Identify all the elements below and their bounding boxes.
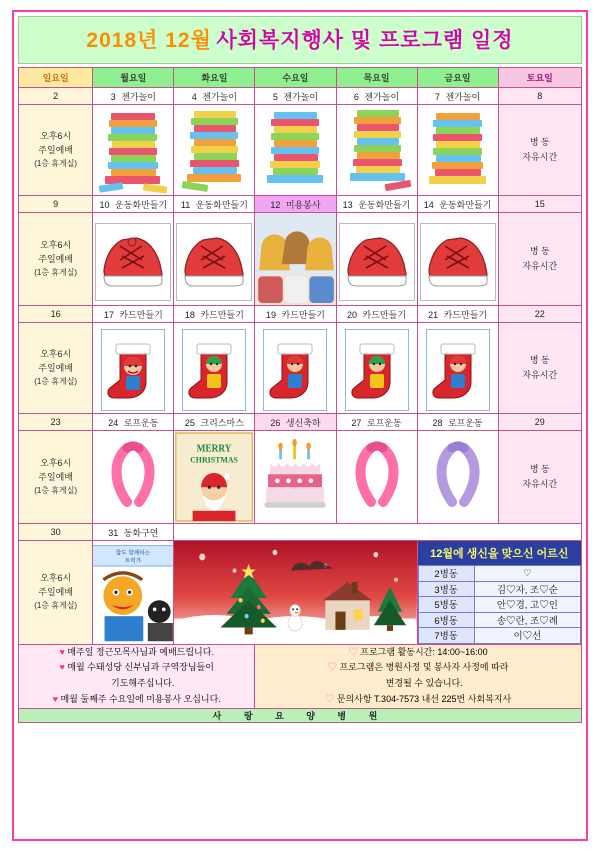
daynum-5-event: 젠가놀이 [283, 91, 319, 102]
saturday-free-cell-3 [498, 323, 581, 414]
daynum-26-event: 생신축하 [285, 417, 321, 428]
sunday-worship-cell-5 [19, 541, 93, 645]
daynum-23: 23 [19, 414, 93, 431]
santa-stocking-svg-5 [427, 330, 489, 410]
santa-stocking-svg-2 [183, 330, 245, 410]
birthday-ward-2: 5병동 [418, 597, 474, 613]
note-left-text-2: 매월 수돼성당 신부님과 구역장님들이 [67, 662, 214, 673]
rope-exercise-image-3 [417, 431, 498, 524]
sneaker-image-1 [93, 213, 174, 306]
daynum-3 [93, 88, 174, 105]
page-title [18, 16, 582, 64]
worship-line2: 주일예배 [38, 144, 74, 155]
daynum-15: 15 [498, 196, 581, 213]
daynum-7-number: 7 [434, 91, 440, 102]
daynum-8: 8 [498, 88, 581, 105]
jenga-illustration [93, 105, 173, 195]
daynum-29: 29 [498, 414, 581, 431]
sneaker-image-3 [336, 213, 417, 306]
hairdresser-illustration [255, 213, 335, 305]
daynum-19-event: 카드만들기 [281, 309, 325, 320]
birthday-ward-4: 7병동 [418, 628, 474, 644]
notes-right [255, 644, 582, 708]
daynum-16: 16 [19, 306, 93, 323]
daynum-18-event: 카드만들기 [200, 309, 244, 320]
daynum-30: 30 [19, 524, 93, 541]
note-right-3: 변경될 수 있습니다. [385, 678, 463, 689]
sneaker-svg-4 [421, 224, 495, 300]
daynum-25-event: 크리스마스 [200, 417, 244, 428]
rope-svg-1 [93, 431, 173, 523]
daynum-13-number: 13 [342, 199, 353, 210]
sat3-line2: 자유시간 [522, 370, 558, 381]
daynum-11-event: 운동화만들기 [195, 199, 248, 210]
birthday-row [418, 628, 580, 644]
note-left-text-1: 매주일 정근모목사님과 예배드립니다. [67, 646, 214, 657]
birthday-title: 12월에 생신을 맞으신 어르신 [418, 541, 581, 565]
week1-daynum-row [19, 88, 582, 105]
worship4-line2: 주일예배 [38, 471, 74, 482]
birthday-names-4: 이♡선 [474, 628, 580, 644]
weekday-wed: 수요일 [255, 68, 336, 88]
weekday-thu: 목요일 [336, 68, 417, 88]
daynum-27-number: 27 [351, 417, 362, 428]
daynum-10 [93, 196, 174, 213]
worship2-line1: 오후6시 [40, 239, 72, 250]
svg-text:MERRY: MERRY [197, 443, 232, 455]
sneaker-svg-2 [177, 224, 251, 300]
heart-outline-icon: ♡ [327, 662, 337, 673]
card-image-2 [174, 323, 255, 414]
santa-stocking-svg-4 [346, 330, 408, 410]
sneaker-svg-3 [340, 224, 414, 300]
daynum-19-number: 19 [265, 309, 276, 320]
daynum-26-number: 26 [270, 417, 281, 428]
sneaker-image-2 [174, 213, 255, 306]
weekday-fri: 금요일 [417, 68, 498, 88]
worship5-line2: 주일예배 [38, 587, 74, 598]
week4-content-row [19, 431, 582, 524]
daynum-31 [93, 524, 174, 541]
daynum-7 [417, 88, 498, 105]
santa-stocking-svg-3 [264, 330, 326, 410]
worship3-line1: 오후6시 [40, 348, 72, 359]
note-left-text-4: 매월 둘째주 수요일에 미용봉사 오십니다. [60, 693, 221, 704]
worship5-line3: (1층 휴게실) [34, 601, 78, 611]
birthday-row [418, 581, 580, 597]
note-left-1 [19, 645, 254, 661]
sneaker-svg [96, 224, 170, 300]
daynum-28-number: 28 [432, 417, 443, 428]
daynum-12 [255, 196, 336, 213]
week2-content-row [19, 213, 582, 306]
sat4-line1: 병 동 [529, 463, 550, 474]
calendar-table [18, 67, 582, 723]
birthday-row [418, 566, 580, 582]
santa-stocking-svg-1 [102, 330, 164, 410]
daynum-17 [93, 306, 174, 323]
rope-exercise-image-1 [93, 431, 174, 524]
daynum-12-event: 미용봉사 [285, 199, 321, 210]
daynum-14-number: 14 [423, 199, 434, 210]
birthday-table [418, 565, 581, 644]
storytelling-illustration [93, 541, 173, 644]
week5-daynum-row [19, 524, 582, 541]
daynum-14 [417, 196, 498, 213]
santa-card-svg [174, 431, 254, 523]
card-image-1 [93, 323, 174, 414]
daynum-21-event: 카드만들기 [443, 309, 488, 320]
daynum-26 [255, 414, 336, 431]
jenga-image-1 [93, 105, 174, 196]
card-image-3 [255, 323, 336, 414]
card-illustration-4 [345, 329, 409, 411]
heart-outline-icon: ♡ [325, 693, 335, 704]
daynum-24-number: 24 [108, 417, 119, 428]
worship-line1: 오후6시 [40, 130, 72, 141]
weekday-mon: 월요일 [93, 68, 174, 88]
daynum-12-number: 12 [270, 199, 281, 210]
saturday-free-cell-1 [498, 105, 581, 196]
jenga-illustration-3 [255, 105, 335, 195]
heart-icon: ♥ [59, 646, 65, 657]
jenga-image-3 [255, 105, 336, 196]
birthday-row [418, 597, 580, 613]
worship2-line3: (1층 휴게실) [34, 267, 78, 277]
birthday-names-0: ♡ [474, 566, 580, 582]
daynum-18-number: 18 [184, 309, 195, 320]
sneaker-image-4 [417, 213, 498, 306]
sat4-line2: 자유시간 [522, 479, 558, 490]
daynum-20-event: 카드만들기 [362, 309, 407, 320]
jenga-illustration-5 [418, 105, 498, 195]
daynum-25 [174, 414, 255, 431]
rope-svg-2 [337, 431, 417, 523]
sat2-line2: 자유시간 [522, 261, 558, 272]
sunday-worship-cell-3 [19, 323, 93, 414]
daynum-11 [174, 196, 255, 213]
saturday-free-cell-2 [498, 213, 581, 306]
daynum-6 [336, 88, 417, 105]
daynum-28-event: 로프운동 [447, 417, 483, 428]
storytelling-image [93, 541, 174, 645]
worship3-line3: (1층 휴게실) [34, 376, 78, 386]
daynum-2: 2 [19, 88, 93, 105]
card-illustration-5 [426, 329, 490, 411]
rope-exercise-image-2 [336, 431, 417, 524]
daynum-24-event: 로프운동 [123, 417, 159, 428]
birthday-ward-0: 2병동 [418, 566, 474, 582]
daynum-17-number: 17 [103, 309, 114, 320]
daynum-20 [336, 306, 417, 323]
daynum-6-number: 6 [353, 91, 359, 102]
weekday-header-row [19, 68, 582, 88]
sneaker-illustration-3 [339, 223, 415, 301]
daynum-22: 22 [498, 306, 581, 323]
sat-line1: 병 동 [529, 136, 550, 147]
title-month: 2018년 12월 [86, 29, 212, 52]
note-left-2 [19, 660, 254, 676]
sunday-worship-cell-2 [19, 213, 93, 306]
birthday-ward-3: 6병동 [418, 612, 474, 628]
empty-daynum-cells [174, 524, 582, 541]
daynum-24 [93, 414, 174, 431]
daynum-6-event: 젠가놀이 [364, 91, 400, 102]
note-right-text-4: 문의사항 T.304-7573 내선 225번 사회복지사 [336, 693, 512, 704]
daynum-4-event: 젠가놀이 [202, 91, 238, 102]
note-right-text-2: 프로그램은 병원사정 및 봉사자 사정에 따라 [339, 662, 509, 673]
note-left-3: 기도해주십니다. [111, 678, 175, 689]
worship3-line2: 주일예배 [38, 362, 74, 373]
christmas-scene-image [174, 541, 417, 645]
daynum-13 [336, 196, 417, 213]
weekday-sun: 일요일 [19, 68, 93, 88]
svg-text:CHRISTMAS: CHRISTMAS [190, 455, 239, 465]
week3-content-row [19, 323, 582, 414]
sat3-line1: 병 동 [529, 354, 550, 365]
daynum-11-number: 11 [180, 199, 191, 210]
worship4-line1: 오후6시 [40, 457, 72, 468]
heart-outline-icon: ♡ [348, 646, 358, 657]
rope-illustration-1 [93, 431, 173, 523]
birthday-ward-1: 3병동 [418, 581, 474, 597]
sunday-worship-cell-4 [19, 431, 93, 524]
heart-icon: ♥ [59, 662, 65, 673]
daynum-31-number: 31 [108, 527, 119, 538]
jenga-illustration-2 [174, 105, 254, 195]
daynum-7-event: 젠가놀이 [445, 91, 481, 102]
note-right-text-1: 프로그램 활동시간: 14:00~16:00 [360, 646, 488, 657]
card-illustration-1 [101, 329, 165, 411]
hospital-name: 사 랑 요 양 병 원 [19, 708, 582, 722]
daynum-10-number: 10 [99, 199, 110, 210]
birthday-wrap [418, 541, 581, 644]
christmas-illustration [174, 431, 254, 523]
daynum-25-number: 25 [184, 417, 195, 428]
sneaker-illustration-2 [176, 223, 252, 301]
week3-daynum-row [19, 306, 582, 323]
notes-row [19, 644, 582, 708]
daynum-3-event: 젠가놀이 [121, 91, 156, 102]
sat2-line1: 병 동 [529, 245, 550, 256]
week5-content-row [19, 541, 582, 645]
daynum-20-number: 20 [347, 309, 358, 320]
jenga-illustration-4 [337, 105, 417, 195]
card-illustration-3 [263, 329, 327, 411]
svg-text:할도 함께하는: 할도 함께하는 [116, 550, 151, 557]
daynum-9: 9 [19, 196, 93, 213]
cake-svg [255, 431, 335, 523]
daynum-18 [174, 306, 255, 323]
weekday-tue: 화요일 [174, 68, 255, 88]
daynum-27 [336, 414, 417, 431]
daynum-31-event: 동화구연 [123, 527, 159, 538]
birthday-names-3: 송♡란, 조♡례 [474, 612, 580, 628]
rope-illustration-3 [418, 431, 498, 523]
rope-illustration-2 [337, 431, 417, 523]
hairdresser-svg [255, 213, 335, 305]
daynum-4 [174, 88, 255, 105]
jenga-image-2 [174, 105, 255, 196]
scene-svg [174, 541, 416, 644]
card-image-4 [336, 323, 417, 414]
worship4-line3: (1층 휴게실) [34, 485, 78, 495]
saturday-free-cell-4 [498, 431, 581, 524]
daynum-14-event: 운동화만들기 [439, 199, 492, 210]
daynum-13-event: 운동화만들기 [358, 199, 411, 210]
daynum-28 [417, 414, 498, 431]
page-frame [12, 10, 588, 841]
week4-daynum-row [19, 414, 582, 431]
svg-text:트럭가: 트럭가 [125, 558, 142, 565]
week1-content-row [19, 105, 582, 196]
worship-line3: (1층 휴게실) [34, 158, 78, 168]
daynum-4-number: 4 [191, 91, 197, 102]
daynum-5-number: 5 [272, 91, 278, 102]
daynum-21-number: 21 [428, 309, 439, 320]
sneaker-illustration-1 [95, 223, 171, 301]
sunday-worship-cell-1 [19, 105, 93, 196]
daynum-27-event: 로프운동 [366, 417, 402, 428]
cake-illustration [255, 431, 335, 523]
jenga-image-4 [336, 105, 417, 196]
note-right-1 [255, 645, 581, 661]
notes-left [19, 644, 255, 708]
hair-volunteer-image [255, 213, 336, 306]
card-image-5 [417, 323, 498, 414]
christmas-card-image [174, 431, 255, 524]
daynum-19 [255, 306, 336, 323]
sneaker-illustration-4 [420, 223, 496, 301]
note-left-4 [19, 692, 254, 708]
daynum-17-event: 카드만들기 [119, 309, 163, 320]
birthday-box [417, 541, 581, 645]
heart-icon: ♥ [52, 693, 58, 704]
birthday-names-2: 안♡경, 고♡인 [474, 597, 580, 613]
birthday-cake-image [255, 431, 336, 524]
rope-svg-3 [418, 431, 498, 523]
week2-daynum-row [19, 196, 582, 213]
daynum-3-number: 3 [110, 91, 116, 102]
card-illustration-2 [182, 329, 246, 411]
sat-line2: 자유시간 [522, 152, 558, 162]
birthday-row [418, 612, 580, 628]
daynum-10-event: 운동화만들기 [115, 199, 168, 210]
hospital-row [19, 708, 582, 722]
worship2-line2: 주일예배 [38, 253, 74, 264]
birthday-names-1: 김♡자, 조♡순 [474, 581, 580, 597]
note-right-4 [255, 692, 581, 708]
christmas-scene-illustration [174, 541, 416, 644]
title-subject: 사회복지행사 및 프로그램 일정 [216, 29, 514, 52]
storytelling-svg [93, 541, 173, 644]
daynum-5 [255, 88, 336, 105]
daynum-21 [417, 306, 498, 323]
note-right-2 [255, 660, 581, 676]
jenga-image-5 [417, 105, 498, 196]
worship5-line1: 오후6시 [40, 573, 72, 584]
weekday-sat: 토요일 [498, 68, 581, 88]
